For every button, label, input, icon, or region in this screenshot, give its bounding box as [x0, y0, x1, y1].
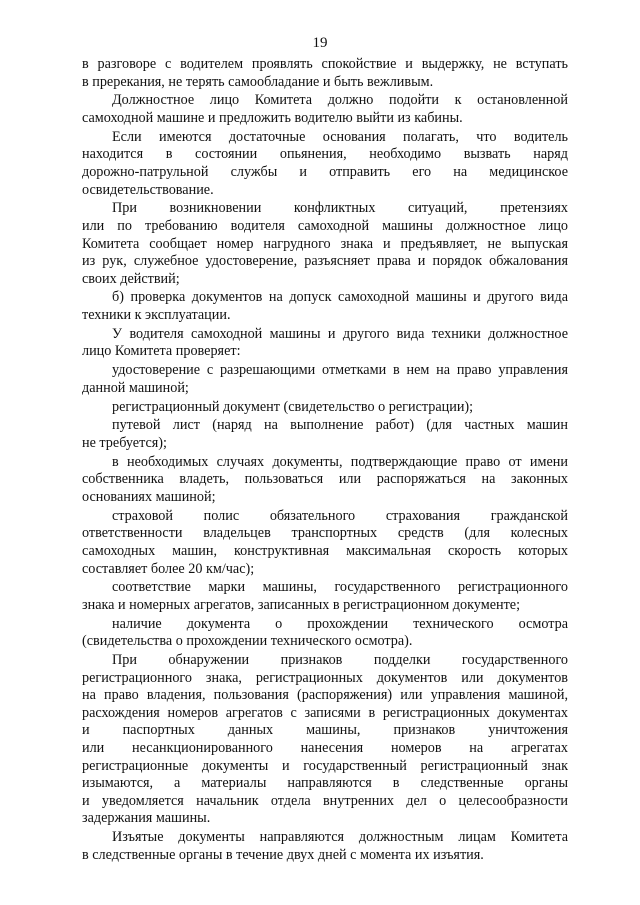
paragraph	[82, 417, 568, 452]
text-line: Изъятые документы направляются должностным лицам Комитета	[112, 829, 568, 846]
paragraph	[82, 508, 568, 578]
text-line: б) проверка документов на допуск самоходной машины и другого вида	[112, 289, 568, 306]
text-line: и уведомляется начальник отдела внутренних дел о целесообразности	[82, 792, 568, 809]
paragraph	[82, 362, 568, 397]
text-line: знака и номерных агрегатов, записанных в регистрационном документе;	[82, 596, 521, 613]
text-line: собственника владеть, пользоваться или распоряжаться на законных	[82, 471, 568, 488]
document-body	[82, 56, 568, 866]
text-line: При обнаружении признаков подделки государственного	[112, 652, 568, 669]
text-line: освидетельствование.	[82, 181, 214, 198]
paragraph	[82, 652, 568, 828]
text-line: изымаются, а материалы направляются в следственные органы	[82, 775, 568, 792]
text-line: регистрационные документы и государственный регистрационный знак	[82, 757, 568, 774]
text-line: самоходной машине и предложить водителю выйти из кабины.	[82, 109, 463, 126]
page-number: 19	[312, 35, 328, 51]
text-line: в разговоре с водителем проявлять спокойствие и выдержку, не вступать	[82, 56, 568, 72]
text-line: (свидетельства о прохождении технического осмотра).	[82, 633, 413, 650]
text-line: не требуется);	[82, 434, 167, 451]
text-line: или несанкционированного нанесения номеров на агрегатах	[82, 740, 568, 756]
text-line: техники к эксплуатации.	[82, 307, 231, 324]
text-line: и паспортных данных машины, признаков уничтожения	[82, 722, 568, 739]
text-line: из рук, служебное удостоверение, разъясняет права и порядок обжалования	[82, 253, 568, 270]
paragraph	[82, 454, 568, 507]
text-line: ответственности владельцев транспортных средств (для колесных	[82, 525, 568, 542]
text-line: Должностное лицо Комитета должно подойти к остановленной	[112, 92, 568, 109]
text-line: основаниях машиной;	[82, 488, 216, 505]
paragraph	[82, 56, 568, 91]
text-line: наличие документа о прохождении технического осмотра	[112, 615, 568, 632]
text-line: на право владения, пользования (распоряжения) или управления машиной,	[82, 687, 568, 704]
paragraph	[82, 399, 568, 417]
text-line: расхождения номеров агрегатов с записями в регистрационных документах	[82, 704, 568, 721]
text-line: в пререкания, не терять самообладание и быть вежливым.	[82, 73, 434, 90]
text-line: регистрационный документ (свидетельство о регистрации);	[112, 398, 474, 415]
paragraph	[82, 200, 568, 288]
text-line: самоходных машин, конструктивная максимальная скорость которых	[82, 542, 568, 559]
text-line: данной машиной;	[82, 379, 189, 396]
paragraph	[82, 326, 568, 361]
text-line: Комитета сообщает номер нагрудного знака и предъявляет, не выпуская	[82, 235, 568, 252]
text-line: Если имеются достаточные основания полагать, что водитель	[112, 128, 568, 145]
text-line: страховой полис обязательного страхования гражданской	[112, 507, 568, 524]
text-line: регистрационного знака, регистрационных документов или документов	[82, 669, 568, 686]
text-line: соответствие марки машины, государственного регистрационного	[112, 579, 568, 596]
text-line: в следственные органы в течение двух дней с момента их изъятия.	[82, 846, 484, 863]
text-line: дорожно-патрульной службы и отправить его на медицинское	[82, 163, 568, 180]
paragraph	[82, 129, 568, 199]
text-line: своих действий;	[82, 270, 180, 287]
text-line: При возникновении конфликтных ситуаций, претензиях	[112, 200, 568, 217]
paragraph	[82, 829, 568, 864]
text-line: находится в состоянии опьянения, необходимо вызвать наряд	[82, 146, 568, 163]
text-line: составляет более 20 км/час);	[82, 560, 255, 577]
paragraph	[82, 579, 568, 614]
text-line: У водителя самоходной машины и другого вида техники должностное	[112, 325, 568, 342]
text-line: задержания машины.	[82, 810, 211, 827]
text-line: в необходимых случаях документы, подтверждающие право от имени	[112, 453, 568, 470]
paragraph	[82, 289, 568, 324]
paragraph	[82, 616, 568, 651]
text-line: или по требованию водителя самоходной машины должностное лицо	[82, 217, 568, 234]
text-line: путевой лист (наряд на выполнение работ) (для частных машин	[112, 417, 568, 434]
paragraph	[82, 92, 568, 127]
text-line: лицо Комитета проверяет:	[82, 343, 241, 360]
text-line: удостоверение с разрешающими отметками в нем на право управления	[112, 362, 568, 379]
